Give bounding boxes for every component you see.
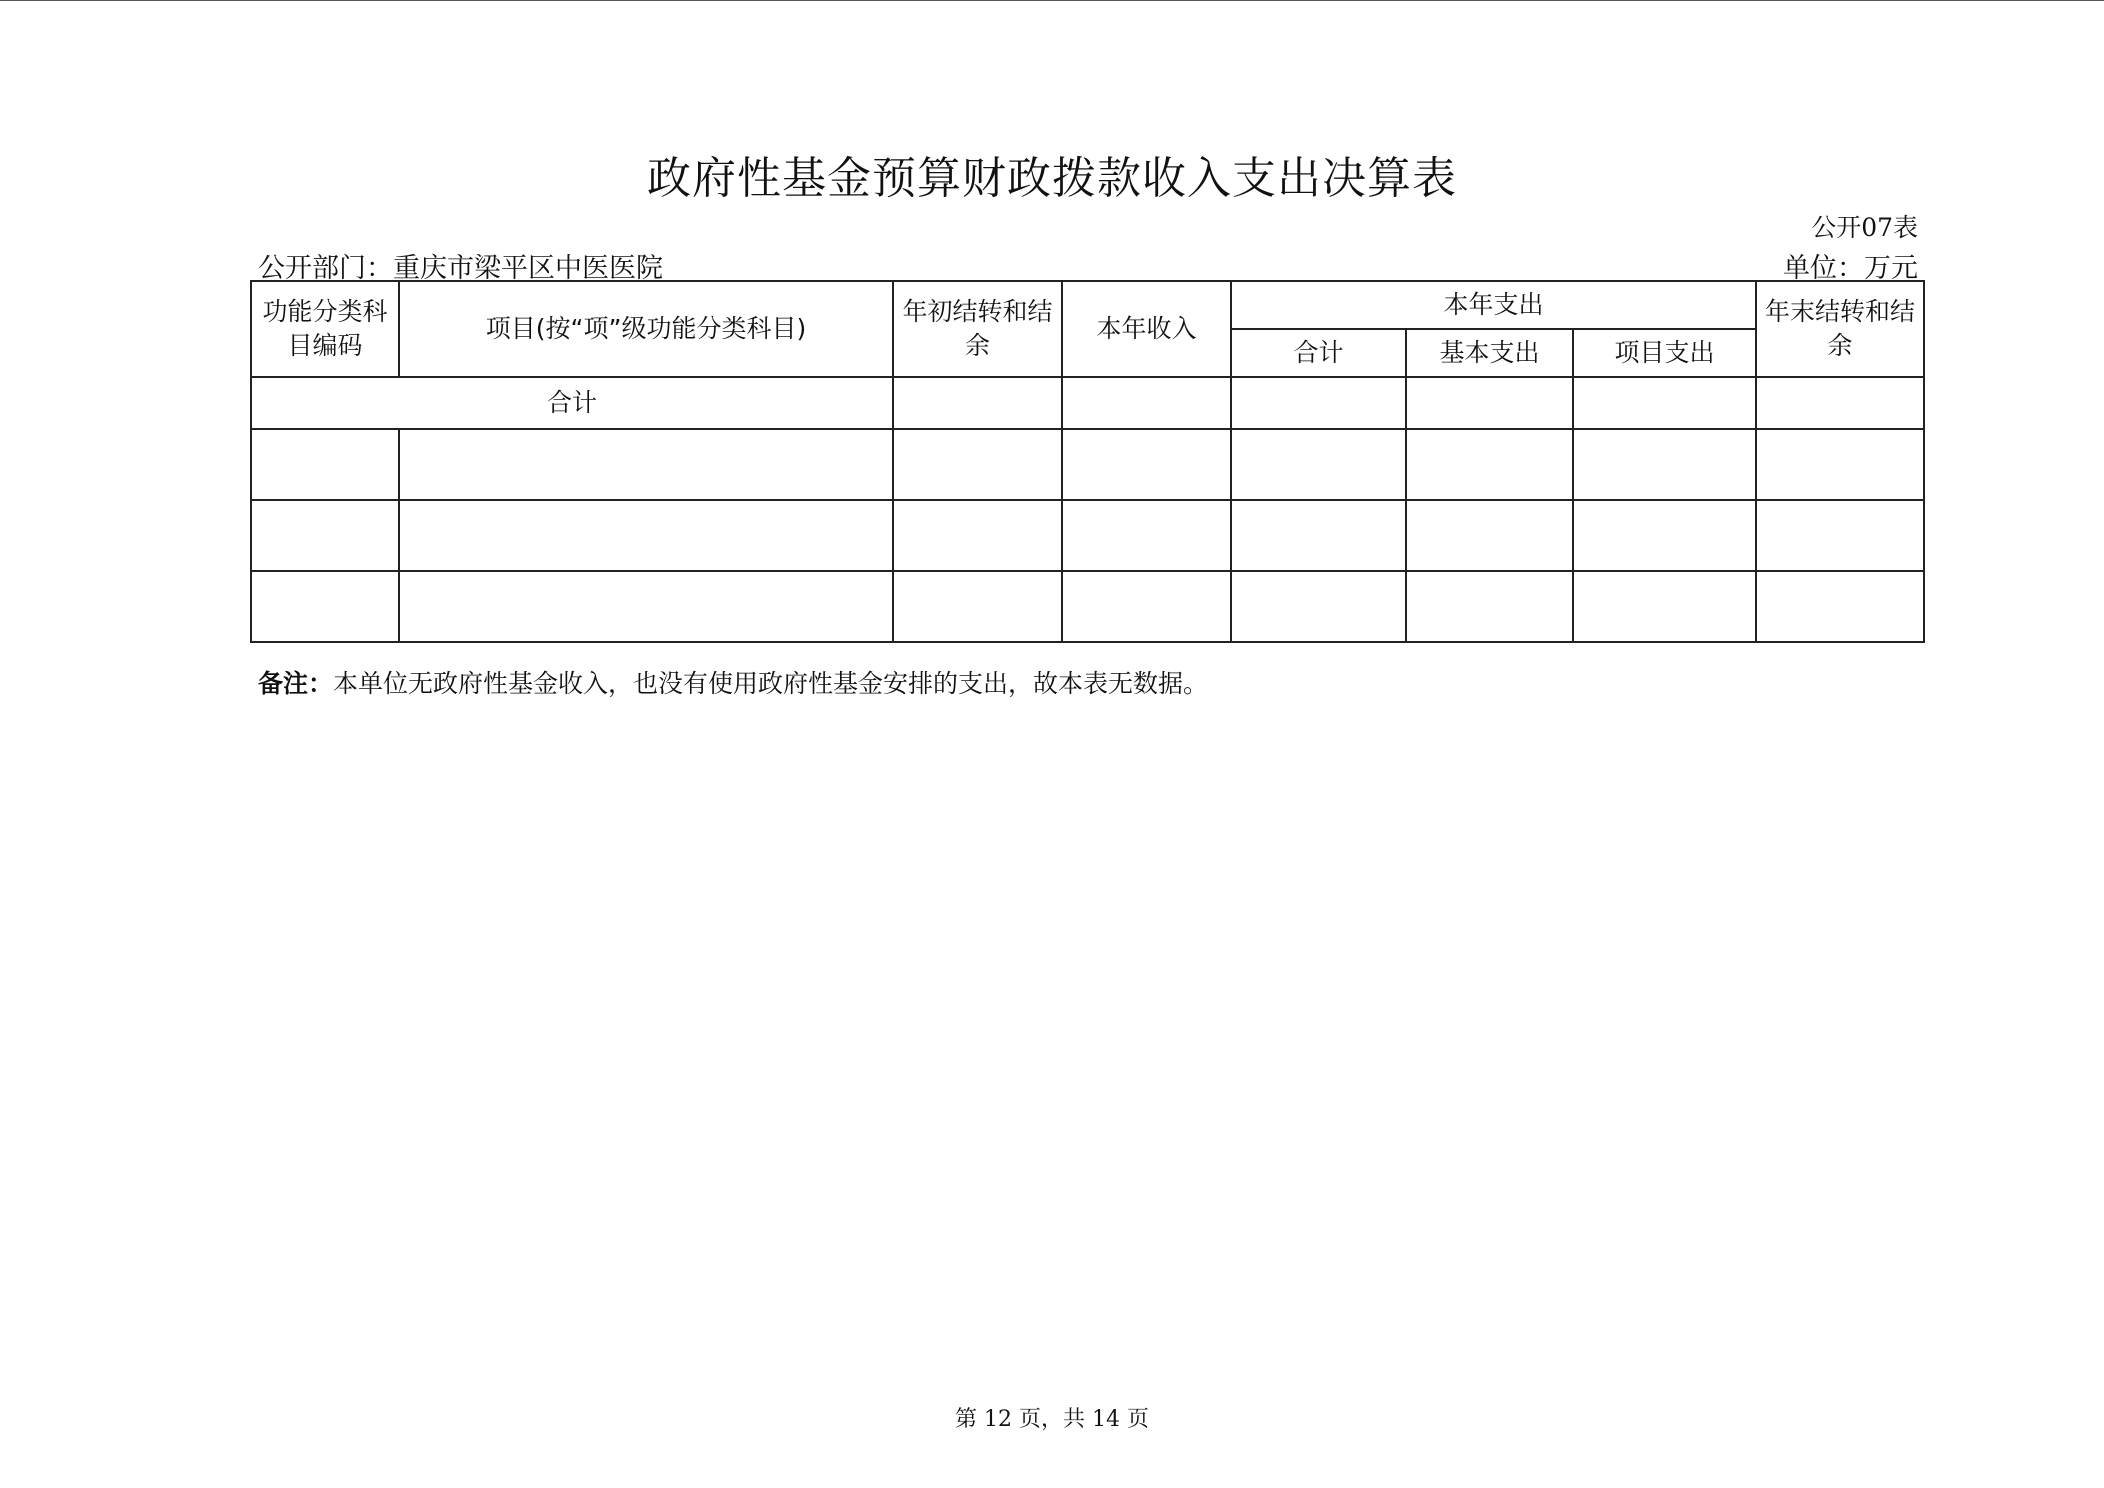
header-code: 功能分类科目编码	[251, 281, 399, 377]
table-cell	[1756, 571, 1924, 642]
header-exp-project: 项目支出	[1573, 329, 1756, 377]
table-cell	[251, 571, 399, 642]
table-cell	[251, 429, 399, 500]
unit-label: 单位：万元	[1783, 253, 1918, 284]
table-cell	[1573, 571, 1756, 642]
table-cell	[1062, 429, 1231, 500]
total-row	[251, 377, 1924, 429]
table-cell	[1062, 500, 1231, 571]
table-cell	[893, 429, 1062, 500]
page-top-border	[0, 0, 2104, 1]
header-item: 项目(按“项”级功能分类科目)	[399, 281, 893, 377]
page-number: 第 12 页，共 14 页	[955, 1407, 1149, 1432]
table-cell	[893, 500, 1062, 571]
table-row	[251, 571, 1924, 642]
page-title: 政府性基金预算财政拨款收入支出决算表	[647, 153, 1457, 204]
header-begin-balance: 年初结转和结余	[893, 281, 1062, 377]
table-row	[251, 429, 1924, 500]
header-income: 本年收入	[1062, 281, 1231, 377]
table-cell	[1406, 571, 1573, 642]
table-cell	[399, 571, 893, 642]
table-cell	[251, 500, 399, 571]
table-cell	[1231, 500, 1406, 571]
table-cell	[893, 571, 1062, 642]
header-exp-total: 合计	[1231, 329, 1406, 377]
table-cell	[1406, 500, 1573, 571]
total-label: 合计	[251, 377, 893, 429]
table-cell	[1062, 571, 1231, 642]
total-cell	[1231, 377, 1406, 429]
note-text: 本单位无政府性基金收入，也没有使用政府性基金安排的支出，故本表无数据。	[333, 669, 1209, 698]
budget-table	[250, 280, 1925, 643]
total-cell	[1062, 377, 1231, 429]
note-label: 备注：	[258, 669, 334, 698]
header-expenditure-group: 本年支出	[1231, 281, 1756, 329]
table-cell	[399, 429, 893, 500]
total-cell	[1756, 377, 1924, 429]
form-code: 公开07表	[1811, 213, 1918, 242]
total-cell	[1573, 377, 1756, 429]
table-cell	[1573, 500, 1756, 571]
table-cell	[399, 500, 893, 571]
table-cell	[1756, 500, 1924, 571]
table-note	[258, 664, 1208, 700]
table-cell	[1231, 571, 1406, 642]
table-cell	[1573, 429, 1756, 500]
department-label: 公开部门：重庆市梁平区中医医院	[258, 253, 663, 284]
table-cell	[1756, 429, 1924, 500]
total-cell	[1406, 377, 1573, 429]
total-cell	[893, 377, 1062, 429]
table-cell	[1231, 429, 1406, 500]
header-end-balance: 年末结转和结余	[1756, 281, 1924, 377]
table-row	[251, 500, 1924, 571]
table-cell	[1406, 429, 1573, 500]
header-exp-basic: 基本支出	[1406, 329, 1573, 377]
